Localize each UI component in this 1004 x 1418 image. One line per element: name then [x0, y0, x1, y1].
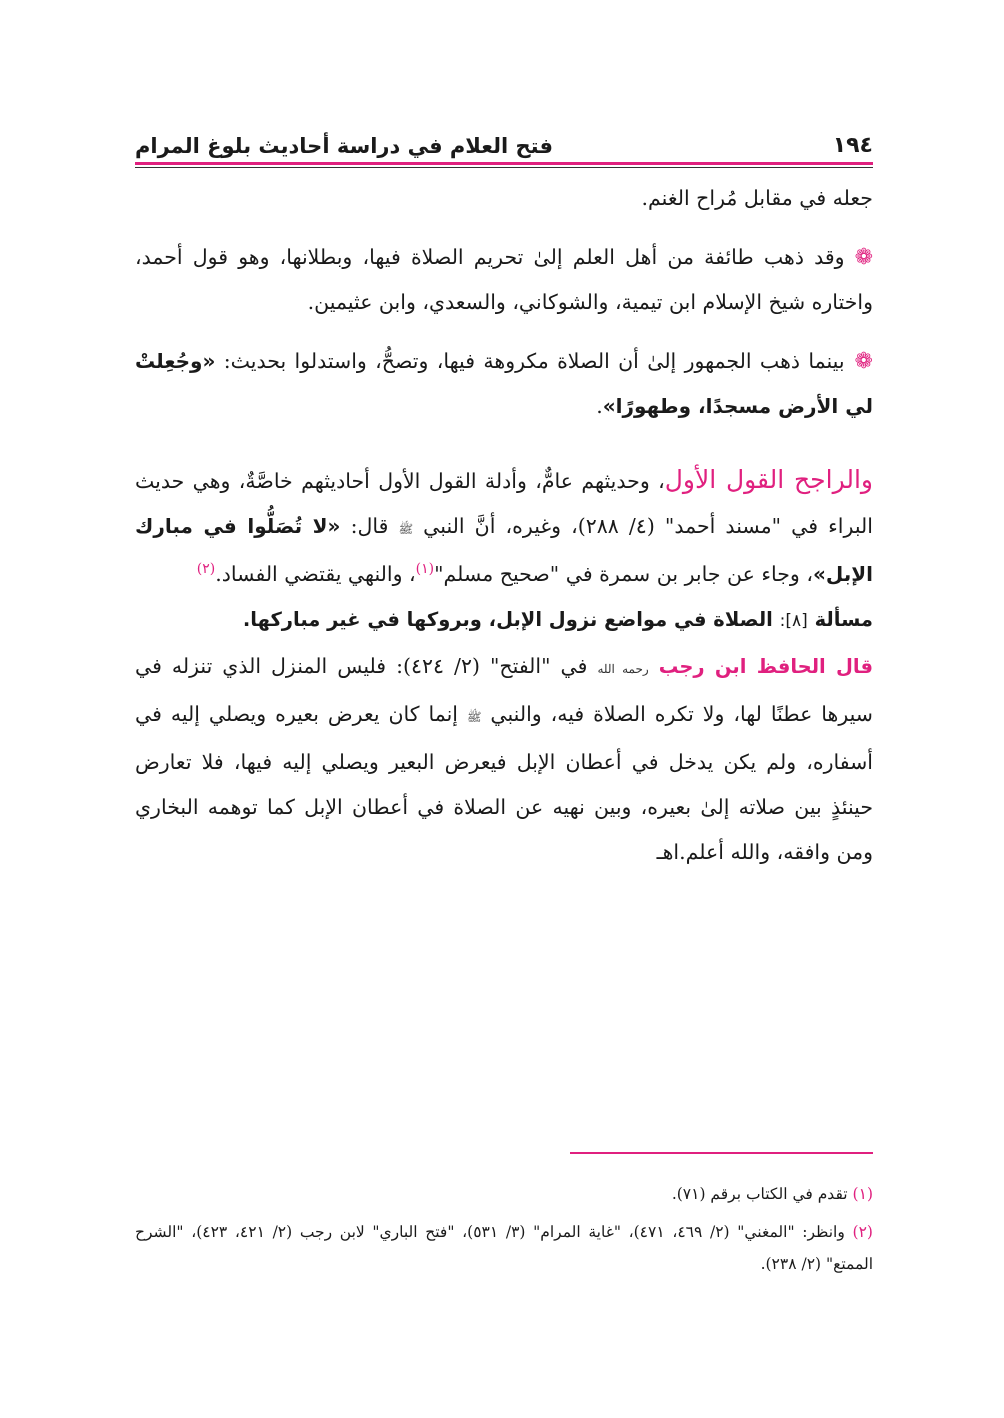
footnote-text: تقدم في الكتاب برقم (٧١).	[671, 1185, 848, 1203]
header-rule-top	[135, 162, 873, 165]
page-number: ١٩٤	[832, 133, 873, 158]
salawat-glyph-2: ﷺ	[466, 710, 482, 724]
main-text	[135, 176, 873, 875]
bullet-1-text: وقد ذهب طائفة من أهل العلم إلىٰ تحريم الصلاة فيها، وبطلانها، وهو قول أحمد، واختاره شيخ الإسلام ابن تيمية، والشوكاني، والسعدي، وابن عثيمين.	[135, 245, 873, 314]
bullet-2-text: بينما ذهب الجمهور إلىٰ أن الصلاة مكروهة فيها، وتصحُّ، واستدلوا بحديث:	[223, 349, 845, 373]
salawat-glyph: ﷺ	[398, 522, 414, 536]
issue-number: [٨]:	[779, 611, 808, 631]
running-title: فتح العلام في دراسة أحاديث بلوغ المرام	[135, 134, 553, 158]
footnote-ref-1[interactable]: (١)	[415, 561, 435, 578]
footnote-1	[135, 1178, 873, 1210]
preponderant-opinion-lead: والراجح القول الأول	[664, 465, 873, 494]
paragraph-3-part-c: ، وجاء عن جابر بن سمرة في "صحيح مسلم"	[434, 562, 813, 586]
page-header	[135, 118, 873, 158]
bullet-paragraph-2	[135, 339, 873, 429]
paragraph-3-part-d: ، والنهي يقتضي الفساد.	[215, 562, 416, 586]
quote-text-a: في "الفتح" (٢/ ٤٢٤): فليس المنزل الذي تنزله في سيرها عطنًا لها، ولا تكره الصلاة فيه، والنبي	[135, 654, 873, 726]
issue-title: الصلاة في مواضع نزول الإبل، وبروكها في غير مباركها.	[242, 608, 773, 631]
paragraph-3-part-b: قال:	[350, 514, 389, 538]
issue-label: مسألة	[814, 608, 873, 631]
flower-ornament-icon: ❁	[854, 349, 873, 374]
footnote-ref-2[interactable]: (٢)	[196, 561, 216, 578]
footnote-2	[135, 1216, 873, 1280]
bullet-paragraph-1	[135, 235, 873, 325]
spacer	[135, 443, 873, 457]
paragraph-3-part-a: ، وحديثهم عامٌّ، وأدلة القول الأول أحاديثهم خاصَّةٌ، وهي حديث البراء في "مسند أحمد" (٤/ ٢٨٨)، وغيره، أنَّ النبي	[135, 469, 873, 538]
hadith-quote: «وجُعِلتْ لي الأرض مسجدًا، وطهورًا»	[135, 349, 873, 418]
issue-heading	[135, 597, 873, 644]
rahimahullah-glyph: رحمه الله	[597, 662, 649, 676]
paragraph-1: جعله في مقابل مُراح الغنم.	[641, 186, 873, 210]
preponderant-paragraph	[135, 457, 873, 597]
quote-text-b: إنما كان يعرض بعيره ويصلي إليه في أسفاره، ولم يكن يدخل في أعطان الإبل فيعرض البعير ويصلي إليه فيها، فلا تعارض حينئذٍ بين صلاته إلىٰ بعيره، وبين نهيه عن الصلاة في أعطان الإبل كما توهمه البخاري ومن وافقه، والله أعلم.اهـ	[135, 702, 873, 864]
header-rule-bottom	[135, 167, 873, 168]
footnote-text: وانظر: "المغني" (٢/ ٤٦٩، ٤٧١)، "غاية المرام" (٣/ ٥٣١)، "فتح الباري" لابن رجب (٢/ ٤٢١، ٤٢٣)، "الشرح الممتع" (٢/ ٢٣٨).	[135, 1223, 873, 1273]
footnote-separator	[570, 1152, 873, 1154]
footnote-number: (٢)	[852, 1223, 873, 1241]
quote-paragraph	[135, 644, 873, 875]
footnotes	[135, 1178, 873, 1286]
quoted-scholar: قال الحافظ ابن رجب	[658, 655, 873, 678]
bullet-2-end: .	[596, 394, 603, 418]
flower-ornament-icon: ❁	[854, 245, 873, 270]
hadith-quote-2: «لا تُصَلُّوا في مبارك الإبل»	[135, 514, 873, 586]
footnote-number: (١)	[852, 1185, 873, 1203]
